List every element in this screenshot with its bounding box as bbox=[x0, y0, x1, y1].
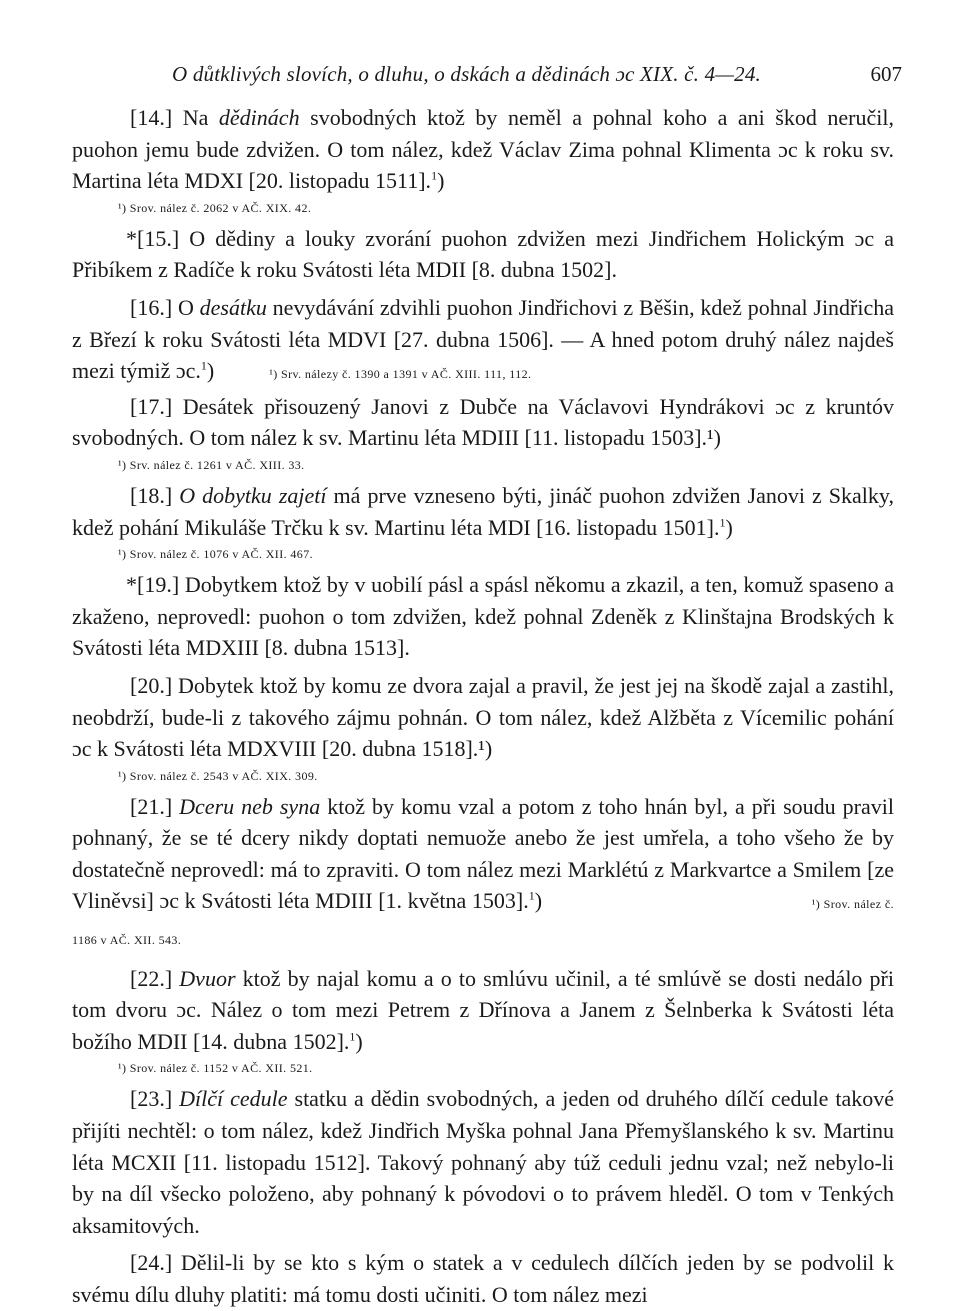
entry-20: [20.] Dobytek ktož by komu ze dvora zajal a pravil, že jest jej na škodě zajal a zastihl, neobdrží, bude-li z takového zájmu pohnán. O tom nález, kdež Alžběta z Vícemilic pohání ɔc k Svátosti léta MDXVIII [20. dubna 1518].¹) bbox=[72, 672, 895, 762]
entry-15: *[15.] O dědiny a louky zvorání puohon zdvižen mezi Jindřichem Holickým ɔc a Přibíkem z Radíče k roku Svátosti léta MDII [8. dubna 1502]. bbox=[72, 225, 895, 283]
footnote: ¹) Srov. nález č. 1076 v AČ. XII. 467. bbox=[118, 547, 313, 562]
keyword: Dílčí cedule bbox=[179, 1086, 288, 1112]
footnote-marker: 1 bbox=[528, 889, 535, 904]
entry-number: [20.] bbox=[130, 672, 173, 698]
footnote-marker: 1 bbox=[431, 168, 438, 183]
entry-number: [24.] bbox=[130, 1250, 173, 1276]
footnote: ¹) Srov. nález č. 1186 v AČ. XII. 543. bbox=[72, 897, 895, 948]
entry-number: [16.] bbox=[130, 294, 173, 320]
keyword: desátku bbox=[199, 294, 267, 320]
keyword: Dvuor bbox=[179, 965, 236, 991]
entry-23: [23.] Dílčí cedule statku a dědin svobodných, a jeden od druhého dílčí cedule takové přijíti nechtěl: o tom nález, kdež Jindřich Myška pohnal Jana Přemyšlanského k sv. Martinu léta MCXII [11. listopadu 1512]. Takový pohnaný aby túž ceduli jednu vzal; než nebylo-li by na díl všecko položeno, aby pohnaný k póvodovi o to právem hleděl. O tom v Tenkých aksamitových. bbox=[72, 1086, 894, 1238]
footnote: ¹) Srov. nález č. 2062 v AČ. XIX. 42. bbox=[118, 200, 312, 215]
footnote: ¹) Srov. nález č. 1152 v AČ. XII. 521. bbox=[118, 1061, 313, 1076]
keyword: O dobytku zajetí bbox=[179, 482, 327, 508]
entry-number: [18.] bbox=[130, 482, 173, 508]
entry-19: *[19.] Dobytkem ktož by v uobilí pásl a spásl někomu a zkazil, a ten, komuž spaseno a zkaženo, neprovedl: puohon o tom zdvižen, kdež pohnal Zdeněk z Klinštajna Brodských k Svátosti léta MDXIII [8. dubna 1513]. bbox=[72, 572, 895, 661]
entry-number: [23.] bbox=[130, 1086, 173, 1112]
running-head bbox=[72, 62, 902, 102]
entry-17: [17.] Desátek přisouzený Janovi z Dubče na Václavovi Hyndrákovi ɔc z kruntóv svobodných. O tom nález k sv. Martinu léta MDIII [11. listopadu 1503].¹) bbox=[72, 393, 895, 451]
entry-number: [21.] bbox=[130, 793, 173, 819]
running-title: O důtklivých slovích, o dluhu, o dskách a dědinách ɔc XIX. č. 4—24. bbox=[172, 62, 761, 86]
keyword: dědinách bbox=[218, 105, 300, 130]
footnote: ¹) Srov. nález č. 2543 v AČ. XIX. 309. bbox=[118, 768, 318, 783]
entry-24: [24.] Dělil-li by se kto s kým o statek a v cedulech dílčích jeden by se podvolil k svému dílu dluhy platiti: má tomu dosti učiniti. O tom nález mezi bbox=[72, 1250, 895, 1307]
entry-number: [22.] bbox=[130, 965, 173, 991]
document-page bbox=[72, 62, 902, 1311]
footnote-marker: 1 bbox=[349, 1029, 356, 1044]
footnote: ¹) Srv. nález č. 1261 v AČ. XIII. 33. bbox=[118, 457, 305, 472]
footnote-marker: 1 bbox=[200, 358, 207, 373]
entry-number: [14.] bbox=[130, 105, 173, 130]
footnote: ¹) Srv. nálezy č. 1390 a 1391 v AČ. XIII. 111, 112. bbox=[269, 367, 532, 382]
footnote-marker: 1 bbox=[719, 515, 726, 530]
keyword: Dceru neb syna bbox=[179, 793, 321, 819]
entry-21: [21.] Dceru neb syna ktož by komu vzal a potom z toho hnán byl, a při soudu pravil pohnaný, že se té dcery nikdy doptati nemuože anebo že jest umřela, a toho všeho že by dostatečně neprovedl: má to zpraviti. O tom nález mezi Marklétú z Markvartce a Smilem [ze Vliněvsi] ɔc k Svátosti léta MDIII [1. května 1503].$^1$) ¹) Srov. nález č. 1186 v AČ. XII. 543. bbox=[72, 793, 895, 948]
page-number: 607 bbox=[870, 62, 902, 86]
entry-number: [17.] bbox=[130, 393, 173, 419]
entry-18: [18.] O dobytku zajetí má prve vzneseno býti, jináč puohon zdvižen Janovi z Skalky, kdež pohání Mikuláše Trčku k sv. Martinu léta MDI [16. listopadu 1501].$^1$) bbox=[72, 482, 894, 540]
entry-16: [16.] O desátku nevydávání zdvihli puohon Jindřichovi z Běšin, kdež pohnal Jindřicha z Březí k roku Svátosti léta MDVI [27. dubna 1506]. — A hned potom druhý nález najdeš mezi týmiž ɔc.$^1$) ¹) Srv. nálezy č. 1390 a 1391 v AČ. XIII. 111, 112. bbox=[72, 294, 895, 384]
entry-22: [22.] Dvuor ktož by najal komu a o to smlúvu učinil, a té smlúvě se dosti nedálo při tom dvoru ɔc. Nález o tom mezi Petrem z Dřínova a Janem z Šelnberka k Svátosti léta božího MDII [14. dubna 1502].$^1$) bbox=[72, 965, 894, 1054]
entry-number: *[15.] bbox=[126, 225, 180, 251]
entry-14: [14.] Na dědinách svobodných ktož by neměl a pohnal koho a ani škod neručil, puohon jemu bude zdvižen. O tom nález, kdež Václav Zima pohnal Klimenta ɔc k roku sv. Martina léta MDXI [20. listopadu 1511].$^1$) bbox=[72, 105, 895, 194]
entry-number: *[19.] bbox=[126, 572, 180, 598]
